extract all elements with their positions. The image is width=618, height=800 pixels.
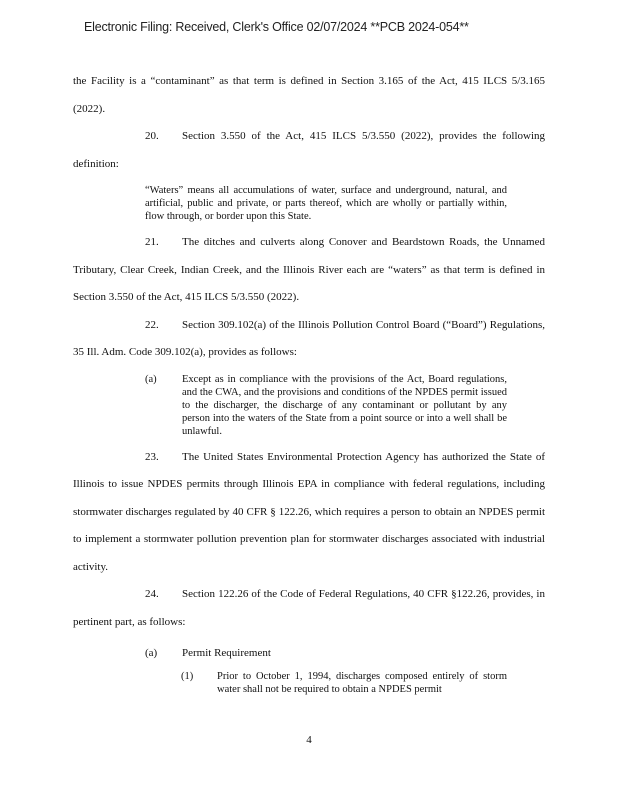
block-quote-waters-definition: “Waters” means all accumulations of water, surface and underground, natural, and artificial, public and private, or parts thereof, which are wholly or partially within, flow through, or border upon this State. bbox=[145, 185, 507, 222]
paragraph-number: 22. bbox=[145, 318, 159, 331]
paragraph-intro: the Facility is a “contaminant” as that term is defined in Section 3.165 of the Act, 415 ILCS 5/3.165 (2022). bbox=[73, 75, 545, 115]
paragraph-text: Section 3.550 of the Act, 415 ILCS 5/3.550 (2022), provides the following definition: bbox=[73, 130, 545, 170]
subsection-a1 bbox=[181, 670, 507, 696]
list-text: Except as in compliance with the provisions of the Act, Board regulations, and the CWA, and the provisions and conditions of the NPDES permit issued to the discharger, the discharge of any contaminant or pollutant by any person into the waters of the State from a point source or into a well shall be unlawful. bbox=[182, 373, 507, 437]
paragraph-24 bbox=[73, 581, 545, 636]
paragraph-number: 23. bbox=[145, 450, 159, 463]
list-text: Permit Requirement bbox=[182, 647, 271, 659]
block-quote-309-102a bbox=[145, 373, 507, 438]
paragraph-20 bbox=[73, 123, 545, 178]
paragraph-text: The ditches and culverts along Conover and Beardstown Roads, the Unnamed Tributary, Clear Creek, Indian Creek, and the Illinois River each are “waters” as that term is defined in Section 3.550 of the Act, 415 ILCS 5/3.550 (2022). bbox=[73, 236, 545, 303]
filing-stamp-header: Electronic Filing: Received, Clerk's Office 02/07/2024 **PCB 2024-054** bbox=[84, 20, 469, 34]
paragraph-number: 21. bbox=[145, 236, 159, 248]
paragraph-text: The United States Environmental Protection Agency has authorized the State of Illinois to issue NPDES permits through Illinois EPA in compliance with federal regulations, including stormwater discharges regulated by 40 CFR § 122.26, which requires a person to obtain an NPDES permit to implement a stormwater pollution prevention plan for stormwater discharges associated with industrial activity. bbox=[73, 450, 545, 573]
page-number: 4 bbox=[306, 734, 312, 746]
list-label: (a) bbox=[145, 647, 158, 659]
document-body bbox=[73, 68, 545, 696]
paragraph-text: Section 122.26 of the Code of Federal Regulations, 40 CFR §122.26, provides, in pertinent part, as follows: bbox=[73, 588, 545, 628]
paragraph-23 bbox=[73, 444, 545, 582]
paragraph-number: 20. bbox=[145, 130, 159, 142]
subsection-a-permit-requirement bbox=[145, 646, 545, 660]
list-label: (1) bbox=[181, 671, 194, 682]
list-label: (a) bbox=[145, 373, 157, 385]
paragraph-text: Section 309.102(a) of the Illinois Pollution Control Board (“Board”) Regulations, 35 Ill. Adm. Code 309.102(a), provides as follows: bbox=[73, 318, 545, 358]
paragraph-22 bbox=[73, 312, 545, 367]
list-text: Prior to October 1, 1994, discharges composed entirely of storm water shall not be required to obtain a NPDES permit bbox=[217, 671, 507, 695]
paragraph-number: 24. bbox=[145, 588, 159, 600]
paragraph-21 bbox=[73, 229, 545, 312]
